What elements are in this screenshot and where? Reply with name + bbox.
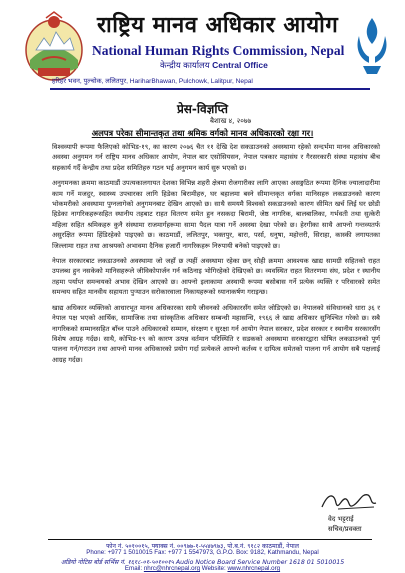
press-release-date: बैशाख ४, २०७७ <box>210 117 252 125</box>
commission-name-nepali: राष्ट्रिय मानव अधिकार आयोग <box>97 12 339 38</box>
footer-contact-nepali: फोन नं. ५०१००१५, फ्याक्स नं. ००९७७-१-५५४७९७३, पो.ब.नं. ९१८२ काठमाडौं, नेपाल <box>106 543 299 550</box>
body-paragraph: नेपाल सरकारबाट लकडाउनको अवस्थामा जो जहाँ छ त्यहीं अवस्थामा रहेका छन् सोही क्रममा आवश्यक खाद्य सामग्री सहितको राहत उपलब्ध हुन नसकेको मानिसहरूले जीविकोपार्जन गर्न कठिनाइ भोगिरहेको देखिएको छ। व्यवस्थित राहत वितरणमा संघ, प्रदेश र स्थानीय तहमा पर्याप्त समन्वयको अभाव देखिन आएको छ। आफ्नो इलाकामा अस्थायी रूपमा बसोबास गर्ने प्रत्येक व्यक्ति र परिवारको समेत समन्वय सहित मानवीय सहायता पुर्‍याउन सरोकारवाला निकायहरूको ध्यानाकर्षण गराइन्छ। <box>52 257 380 297</box>
central-office-label <box>160 60 268 71</box>
commission-name-english: National Human Rights Commission, Nepal <box>92 43 345 58</box>
website-label: Website: <box>201 565 226 572</box>
email-link[interactable]: nhrc@nhrcnepal.org <box>143 565 201 572</box>
letterhead <box>0 0 405 100</box>
signatory-name: वेद भट्टराई <box>328 515 354 523</box>
body-paragraph: विश्वव्यापी रूपमा फैलिएको कोभिड-१९, का कारण २०७६ चैत ११ देखि देश सकडाउनको अवस्थामा रहेको सन्दर्भमा मानव अधिकारको अवस्था अनुगमन गर्न राष्ट्रिय मानव अधिकार आयोग, नेपाल बार एसोसियसन, नेपाल पत्रकार महासंघ र गैरसरकारी संस्था महासंघ बीच सहकार्य गर्दै केन्द्रीय तथा प्रदेश समितिहरु गठन भई अनुगमन कार्य सुरु भएको छ। <box>52 143 380 172</box>
press-release-subject: अलपत्र परेका सीमान्तकृत तथा श्रमिक वर्गको मानव अधिकारको रक्षा गर। <box>91 128 314 138</box>
nhrc-logo <box>349 14 395 82</box>
handwritten-signature <box>316 487 386 515</box>
central-office-english: Central Office <box>212 60 268 70</box>
footer-contact-english: Phone: +977 1 5010015 Fax: +977 1 5547973, G.P.O. Box: 9182, Kathmandu, Nepal <box>86 549 319 556</box>
body-paragraph: खाद्य अधिकार व्यक्तिको आधारभूत मानव अधिकारका साथै जीवनको अधिकारसँग समेत जोडिएको छ। नेपालको संविधानको धारा ३६ र नेपाल पक्ष भएको आर्थिक, सामाजिक तथा सांस्कृतिक अधिकार सम्बन्धी महासन्धि, १९६६ ले खाद्य अधिकार सुनिश्चित गरेको छ। सबै नागरिकको सम्मानसहित बाँच्न पाउने अधिकारको सम्मान, संरक्षण र सुरक्षा गर्न आयोग नेपाल सरकार, प्रदेश सरकार र स्थानीय सरकारसँग विशेष आग्रह गर्दछ। साथै, कोभिड-१९ को कारण उत्पन्न वर्तमान परिस्थिति र सडकको अवस्थामा सरकारद्वारा घोषित लकडाउनको पूर्ण पालना गर्न/गराउन तथा आफ्नो मानव अधिकारको प्रयोग गर्दा प्रत्येकले आफ्नो कर्तव्य र दायित्व समेतको पालना गर्न आयोग सबै पक्षलाई आग्रह गर्दछ। <box>52 303 380 364</box>
press-release-title: प्रेस-विज्ञप्ति <box>176 102 229 116</box>
signatory-title: सचिव/प्रवक्ता <box>328 525 362 533</box>
footer-web-contact <box>0 565 405 572</box>
office-address: हरिहर भवन, पुल्चोक, ललितपुर, HariharBhawan, Pulchowk, Lalitpur, Nepal <box>52 78 253 85</box>
central-office-nepali: केन्द्रीय कार्यालय <box>160 60 210 70</box>
footer-audio-notice: अडियो नोटिस बोर्ड सर्भिस नं. १६१८-०१-५०१००१५ Audio Notice Board Service Number 1618 01 5010015 <box>60 559 345 566</box>
nepal-emblem-logo <box>24 10 84 82</box>
press-release-body <box>52 142 380 370</box>
header-divider <box>50 88 370 90</box>
email-label: Email: <box>124 565 143 572</box>
website-link[interactable]: www.nhrcnepal.org <box>227 565 281 572</box>
body-paragraph: अनुगमनका क्रममा काठमाडौं उपत्यकालगायत देशका विभिन्न शहरी क्षेत्रमा रोजगारीका लागि आएका असङ्गठित रूपमा दैनिक ज्यालादारीमा काम गर्ने मजदुर, स्वास्थ्य उपचारका लागि हिडेका बिरामीहरु, घर बहालमा बस्ने सीमान्तकृत वर्गका मानिसहरु लकडाउनको कारण भोकमरीको अवस्थामा पुग्नलागेको अनुगमनबाट देखिन आएको छ। साथै समयमै विश्वको सकडाउनको कारण सीमित खर्च लिई घर छोडी हिडेका नागरिकहरूसहित स्थानीय तहबाट राहत वितरण समेत हुन नसकदा बिरामी, जेष्ठ नागरिक, बालबालिका, गर्भवती तथा सुत्केरी महिला सहित श्रमिकहरु कुनै संस्थामा राजमार्गहरूमा सामा पैदल यात्रा गर्ने अवस्था देखा परेको छ। हेरगीका साथै आफ्नो गन्तव्यतर्फ असुरक्षित रूपमा हिंडिरहेको पाइएको छ। काठमाडौं, ललितपुर, भक्तपुर, बारा, पर्सा, धनुषा, महोत्तरी, सिराहा, कास्की लगायतका जिल्लामा राहत तथा आश्रयको अभावमा दैनिक हजारौं नागरिकहरू निरुपायी बनेको पाइएको छ। <box>52 179 380 250</box>
